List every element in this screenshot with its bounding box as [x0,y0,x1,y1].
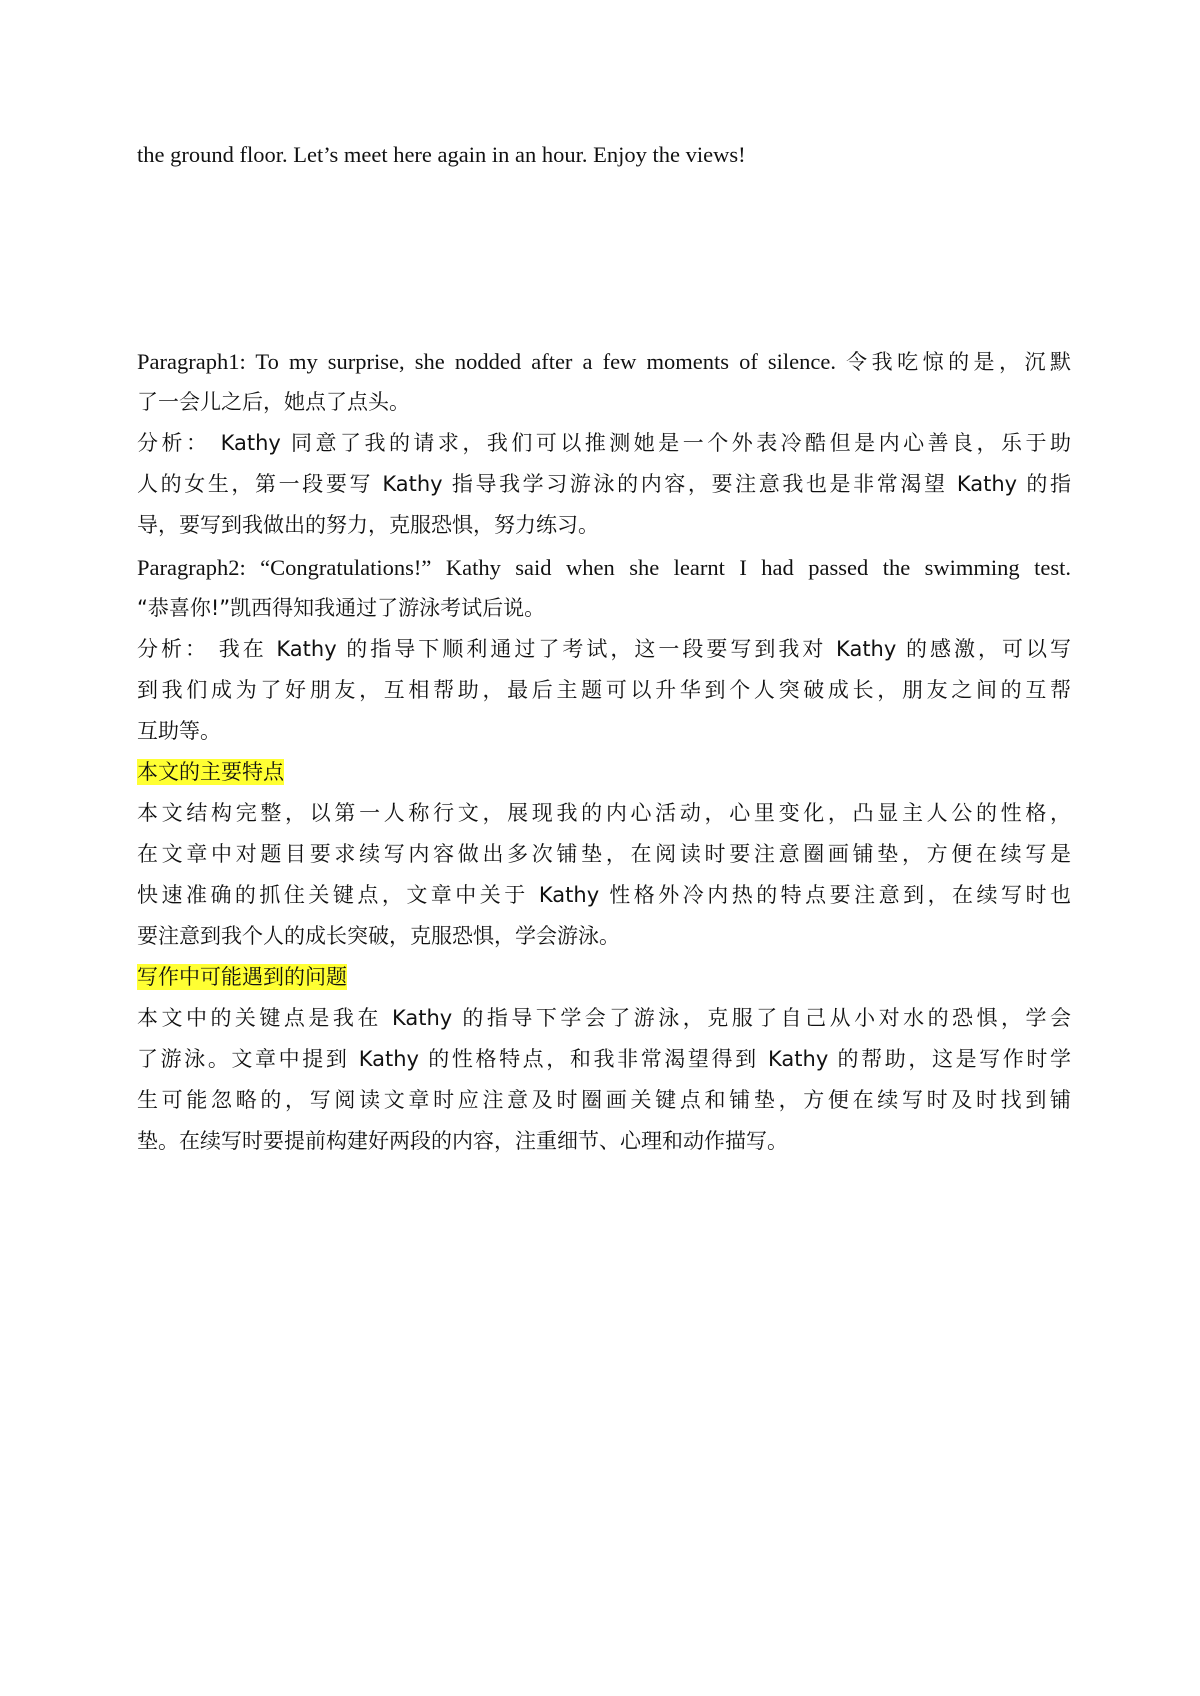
intro-line: the ground floor. Let’s meet here again in an hour. Enjoy the views! [137,142,746,167]
features-line2: 在文章中对题目要求续写内容做出多次铺垫，在阅读时要注意圈画铺垫，方便在续写是 [137,842,1071,866]
paragraph1-english: Paragraph1: To my surprise, she nodded after a few moments of silence. [137,349,837,374]
features-heading-line [137,752,1071,793]
paragraph1-line1 [137,341,1071,383]
problems-line4: 垫。在续写时要提前构建好两段的内容，注重细节、心理和动作描写。 [137,1129,788,1153]
analysis2-line3: 互助等。 [137,719,221,743]
features-line4: 要注意到我个人的成长突破，克服恐惧，学会游泳。 [137,924,620,948]
analysis2-line1: 分析： 我在 Kathy 的指导下顺利通过了考试，这一段要写到我对 Kathy 的感激，可以写 [137,637,1071,661]
paragraph2-line1: Paragraph2: “Congratulations!” Kathy said when she learnt I had passed the swimming test. [137,555,1071,580]
problems-heading: 写作中可能遇到的问题 [137,965,347,989]
features-line3: 快速准确的抓住关键点，文章中关于 Kathy 性格外冷内热的特点要注意到，在续写时也 [137,883,1071,907]
features-heading: 本文的主要特点 [137,760,284,784]
paragraph1-chinese: 令我吃惊的是，沉默 [846,350,1072,374]
analysis1-line2: 人的女生，第一段要写 Kathy 指导我学习游泳的内容，要注意我也是非常渴望 Kathy 的指 [137,472,1071,496]
analysis1-line1: 分析： Kathy 同意了我的请求，我们可以推测她是一个外表冷酷但是内心善良，乐于助 [137,431,1071,455]
problems-line1: 本文中的关键点是我在 Kathy 的指导下学会了游泳，克服了自己从小对水的恐惧，学会 [137,1006,1071,1030]
paragraph2-line2: “恭喜你!”凯西得知我通过了游泳考试后说。 [137,596,546,620]
features-line1: 本文结构完整，以第一人称行文，展现我的内心活动，心里变化，凸显主人公的性格， [137,801,1071,825]
problems-line2: 了游泳。文章中提到 Kathy 的性格特点，和我非常渴望得到 Kathy 的帮助，这是写作时学 [137,1047,1071,1071]
problems-heading-line [137,957,1071,998]
paragraph1-line2: 了一会儿之后，她点了点头。 [137,390,410,414]
problems-line3: 生可能忽略的，写阅读文章时应注意及时圈画关键点和铺垫，方便在续写时及时找到铺 [137,1088,1071,1112]
analysis2-line2: 到我们成为了好朋友，互相帮助，最后主题可以升华到个人突破成长，朋友之间的互帮 [137,678,1071,702]
analysis1-line3: 导，要写到我做出的努力，克服恐惧，努力练习。 [137,513,599,537]
